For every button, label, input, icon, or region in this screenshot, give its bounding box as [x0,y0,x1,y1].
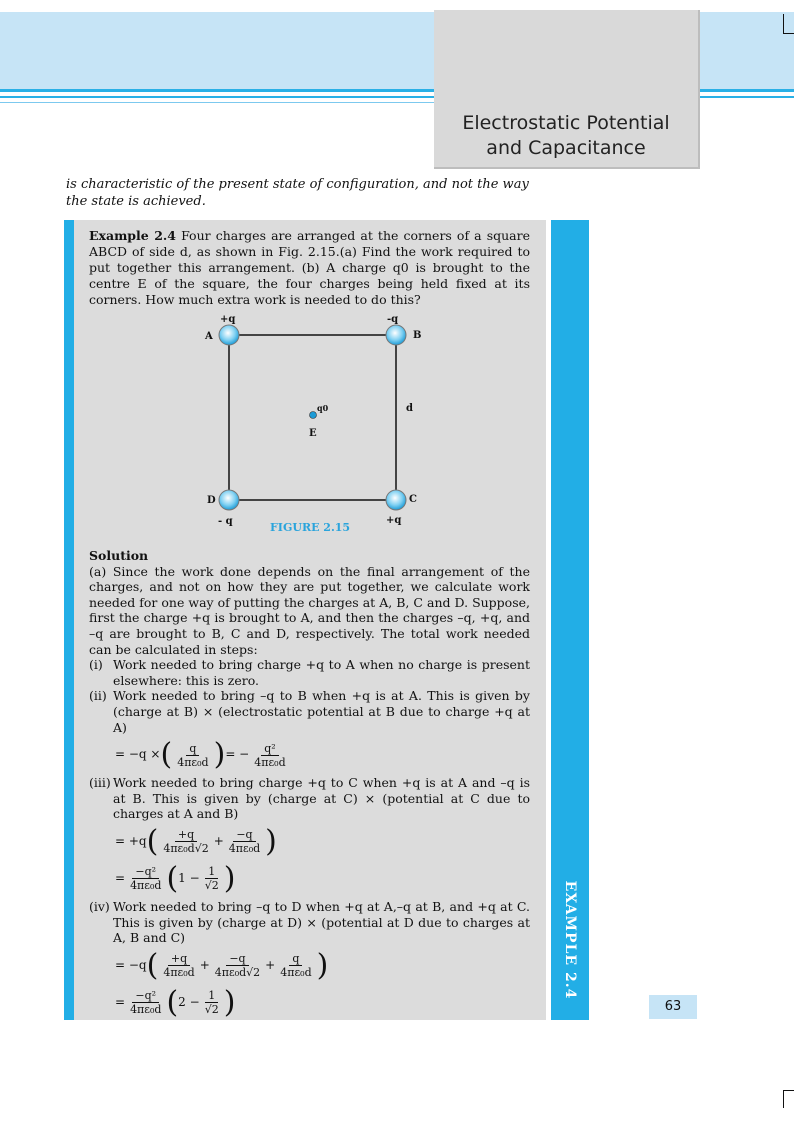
label-charge-d: - q [218,516,233,527]
solution-part-a: (a) Since the work done depends on the final arrangement of the charges, and not on how they are put together, we calculate work needed for one way of putting the charges at A, B, C and D. Suppose, first the charge +q is brought to A, and then the charges –q, +q, and –q are brought to B, C and D, respectively. The total work needed can be calculated in steps: [89,563,530,657]
eq-term: 2 − [178,994,200,1009]
solution-step-3 [89,775,530,822]
label-charge-c: +q [386,515,402,526]
example-label: Example 2.4 [89,228,176,243]
label-charge-a: +q [220,314,236,325]
eq-denominator: 4πε₀d√2 [163,842,209,856]
eq-fraction [251,742,288,769]
eq-denominator: 4πε₀d [177,755,209,769]
solution [89,548,530,1023]
step-text: Work needed to bring –q to B when +q is at A. This is given by (charge at B) × (electrostatic potential at B due to charge +q at A) [113,688,530,735]
label-corner-c: C [409,494,417,505]
eq-denominator: √2 [204,1003,219,1017]
eq-fraction [160,952,197,979]
eq-denominator: 4πε₀d [163,966,195,980]
eq-denominator: 4πε₀d [130,1003,162,1017]
eq-fraction [202,865,222,892]
label-corner-d: D [207,495,216,506]
step-number: (iii) [89,775,111,791]
chapter-title-line: Electrostatic Potential [462,112,670,134]
eq-term: = −q × [115,747,161,762]
eq-term: = +q [115,834,147,849]
eq-numerator: q [289,952,302,966]
eq-numerator: −q [233,828,255,842]
paren-close: ) [223,984,236,1020]
label-centre-e: E [309,428,317,439]
equation-1 [115,738,530,772]
charge-sphere-b [386,325,406,345]
paren-open: ( [146,823,159,859]
eq-denominator: 4πε₀d [280,966,312,980]
step-number: (i) [89,657,103,673]
crop-mark [783,14,784,34]
header-stripe [0,102,440,103]
figure-caption: FIGURE 2.15 [270,521,351,534]
square-charges-figure [200,310,440,540]
centre-charge-dot [310,412,317,419]
charge-sphere-a [219,325,239,345]
eq-fraction [127,865,164,892]
label-centre-charge: q0 [317,403,329,413]
solution-step-1 [89,657,530,688]
label-corner-a: A [205,331,213,342]
example-accent-bar [64,220,74,1020]
eq-numerator: +q [168,952,190,966]
eq-fraction [160,828,211,855]
eq-term: = − [225,747,250,762]
eq-term: + [265,957,276,972]
eq-term: = −q [115,957,147,972]
eq-term: 1 − [178,871,200,886]
crop-mark [783,33,794,34]
eq-numerator: q [186,742,199,756]
eq-numerator: +q [175,828,197,842]
eq-term: + [213,834,224,849]
eq-term: = [115,871,126,886]
label-corner-b: B [413,330,422,341]
eq-numerator: 1 [205,865,218,879]
paren-close: ) [213,737,226,773]
eq-term: = [115,994,126,1009]
equation-3 [115,862,530,896]
equation-2 [115,825,530,859]
crop-mark [783,1090,784,1108]
eq-denominator: 4πε₀d [130,879,162,893]
step-number: (ii) [89,688,107,704]
eq-fraction [277,952,314,979]
paren-open: ( [166,860,179,896]
step-text: Work needed to bring –q to D when +q at A,–q at B, and +q at C. This is given by (charge at D) × (potential at D due to charges at A, B and C) [113,898,530,946]
paren-close: ) [265,823,277,859]
label-side-d: d [406,403,413,414]
example-side-text: EXAMPLE 2.4 [562,880,578,1000]
equation-5 [115,986,530,1020]
charge-sphere-c [386,490,406,510]
page-number: 63 [649,995,697,1019]
example-statement [89,228,530,308]
eq-denominator: 4πε₀d√2 [214,966,261,980]
equation-4 [115,949,530,983]
step-text: Work needed to bring charge +q to A when no charge is present elsewhere: this is zero. [113,657,530,688]
step-text: Work needed to bring charge +q to C when +q is at A and –q is at B. This is given by (charge at C) × (potential at C due to charges at A and B) [113,775,530,822]
eq-fraction [202,989,222,1016]
eq-denominator: √2 [204,879,219,893]
chapter-title-line: and Capacitance [486,137,646,159]
chapter-title [434,111,698,161]
solution-heading: Solution [89,548,149,563]
solution-step-2 [89,688,530,735]
paren-close: ) [223,860,236,896]
example-side-label [551,220,589,1020]
intro-paragraph: is characteristic of the present state of configuration, and not the way the state is achieved. [66,177,529,209]
eq-term: + [199,957,210,972]
paren-open: ( [160,737,173,773]
eq-numerator: −q [226,952,248,966]
eq-numerator: −q² [132,989,159,1003]
eq-numerator: 1 [205,989,218,1003]
eq-fraction [226,828,263,855]
eq-denominator: 4πε₀d [254,755,286,769]
paren-open: ( [166,984,179,1020]
eq-numerator: −q² [132,865,159,879]
paren-close: ) [316,947,329,983]
eq-fraction [212,952,263,979]
eq-fraction [127,989,164,1016]
crop-mark [783,1090,794,1091]
step-number: (iv) [89,898,110,914]
paren-open: ( [146,947,159,983]
eq-denominator: 4πε₀d [228,842,261,856]
solution-step-4 [89,899,530,946]
label-charge-b: -q [387,314,399,325]
charge-sphere-d [219,490,239,510]
eq-fraction [174,742,211,769]
example-statement-text: Four charges are arranged at the corners of a square ABCD of side d, as shown in Fig. 2.15.(a) Find the work required to put together this arrangement. (b) A charge q0 is brought to the centre E of the square, the four charges being held fixed at its corners. How much extra work is needed to do this? [89,228,530,307]
eq-numerator: q² [261,742,278,756]
